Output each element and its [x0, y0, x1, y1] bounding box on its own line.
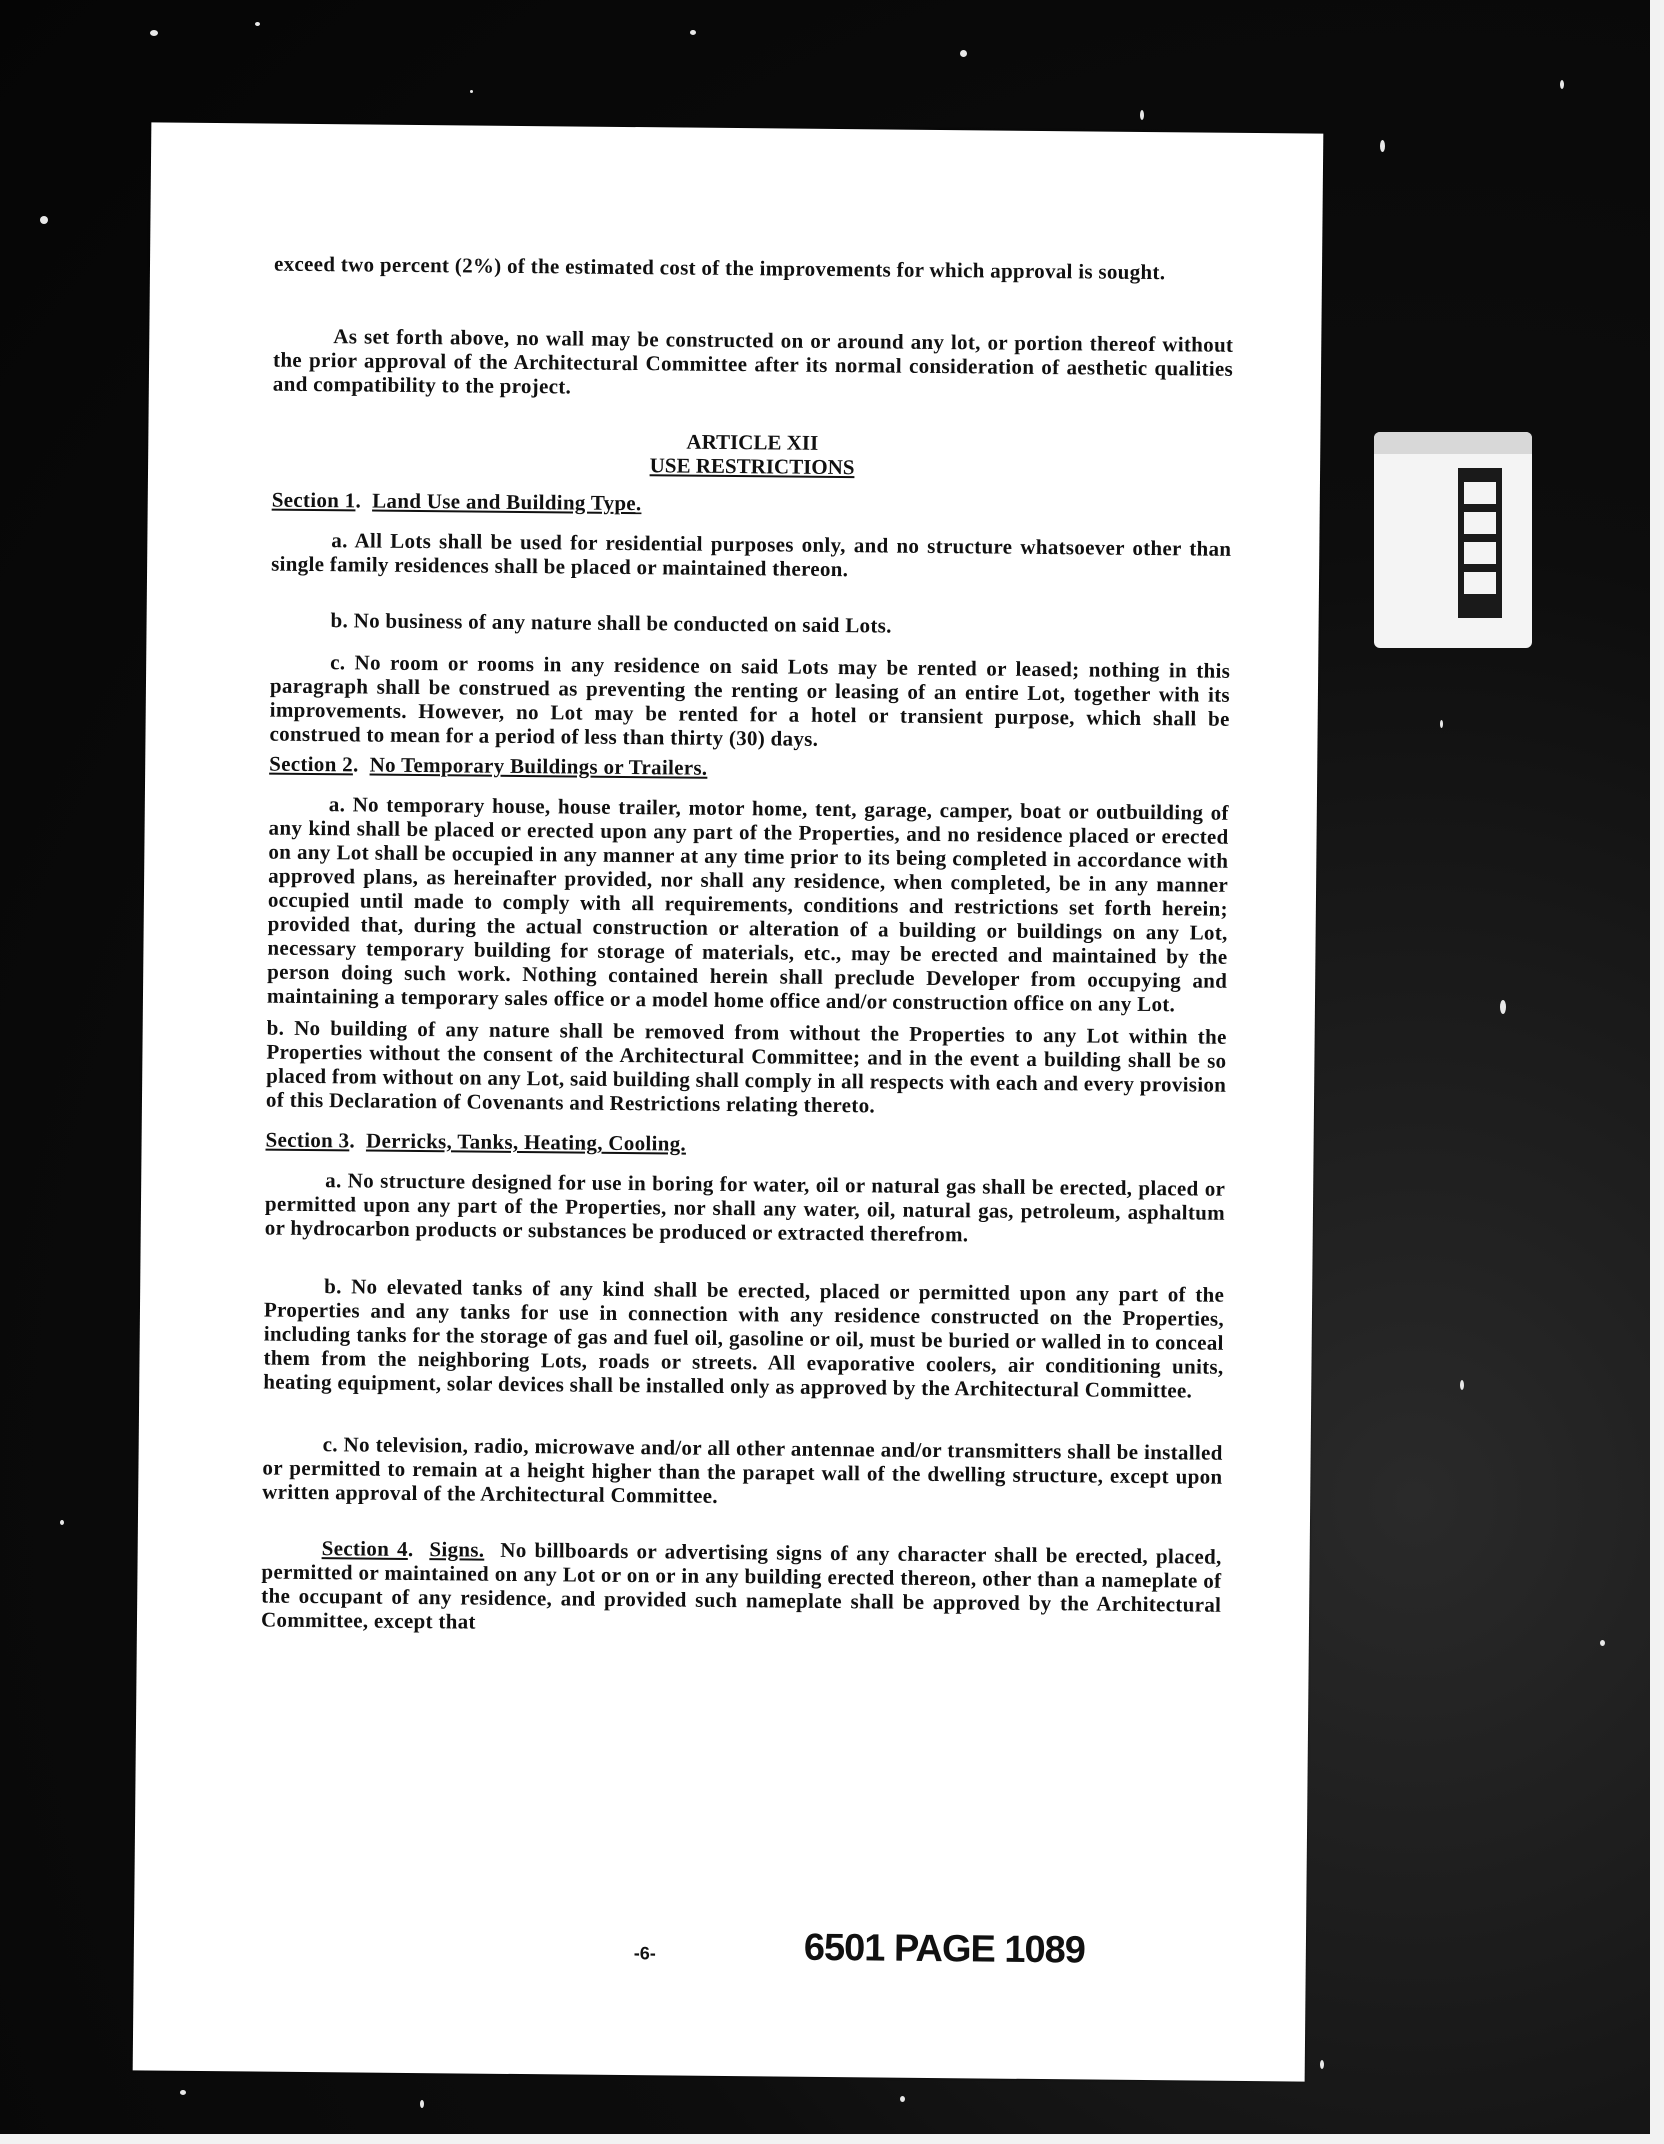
scan-bottom-edge	[0, 2134, 1664, 2144]
section-title: Signs.	[429, 1537, 485, 1562]
section-label: Section 2	[269, 751, 354, 777]
article-number: ARTICLE XII	[686, 429, 819, 455]
section-4-paragraph: Section 4. Signs. No billboards or advertising signs of any character shall be erected, placed, permitted or maintained on any Lot or on or in any building erected thereon, other than a nameplate of the occupant of any residence, and provided such nameplate shall be approved by the Architectural Committee, except that	[260, 1536, 1222, 1634]
section-title: Derricks, Tanks, Heating, Cooling.	[365, 1128, 687, 1156]
evidence-tag-icon	[1374, 432, 1532, 648]
book-page-reference: 6501 PAGE 1089	[803, 1926, 1086, 1972]
continuation-paragraph: exceed two percent (2%) of the estimated cost of the improvements for which approval is sought.	[273, 251, 1166, 285]
article-title: USE RESTRICTIONS	[649, 453, 855, 480]
page-number: -6-	[633, 1943, 656, 1964]
paragraph: b. No elevated tanks of any kind shall be erected, placed or permitted upon any part of the Properties and any tanks for use in connection with any residence constructed on the Properties, including tanks for the storage of gas and fuel oil, gasoline or oil, must be buried or walled in to conceal them from the neighboring Lots, roads or streets. All evaporative coolers, air conditioning units, heating equipment, solar devices shall be installed only as approved by the Architectural Committee.	[263, 1274, 1225, 1403]
paragraph: c. No television, radio, microwave and/or all other antennae and/or transmitters shall be installed or permitted to remain at a height higher than the parapet wall of the dwelling structure, except upon written approval of the Architectural Committee.	[262, 1432, 1223, 1508]
section-title: No Temporary Buildings or Trailers.	[369, 752, 708, 780]
section-heading: Section 3. Derricks, Tanks, Heating, Cooling.	[265, 1127, 687, 1156]
paragraph: b. No business of any nature shall be conducted on said Lots.	[330, 608, 892, 638]
document-page	[133, 122, 1324, 2081]
paragraph: c. No room or rooms in any residence on said Lots may be rented or leased; nothing in this paragraph shall be construed as preventing the renting or leasing of an entire Lot, together with its improvements. However, no Lot may be rented for a hotel or transient purpose, which shall be construed to mean for a period of less than thirty (30) days.	[269, 650, 1231, 751]
section-heading: Section 1. Land Use and Building Type.	[271, 487, 642, 516]
section-label: Section 1	[271, 487, 356, 513]
paragraph: No billboards or advertising signs of any character shall be erected, placed, permitted or maintained on any Lot or on or in any building erected thereon, other than a nameplate of the occupant of any residence, and provided such nameplate shall be approved by the Architectural Committee, except that	[260, 1537, 1222, 1634]
section-label: Section 3	[265, 1127, 350, 1153]
section-label: Section 4	[321, 1536, 409, 1561]
paragraph: a. No temporary house, house trailer, motor home, tent, garage, camper, boat or outbuilding of any kind shall be placed or erected upon any part of the Properties, and no residence placed or erected on any Lot shall be occupied in any manner at any time prior to its being completed in accordance with approved plans, as hereinafter provided, nor shall any residence, when completed, be in any manner occupied until made to comply with all requirements, conditions and restrictions set forth herein; provided that, during the actual construction or alteration of a building or buildings on any Lot, necessary temporary building for storage of materials, etc., may be erected and maintained by the person doing such work. Nothing contained herein shall preclude Developer from occupying and maintaining a temporary sales office or a model home office and/or construction office on any Lot.	[266, 792, 1229, 1017]
paragraph: b. No building of any nature shall be removed from without the Properties to any Lot within the Properties without the consent of the Architectural Committee; and in the event a building shall be so placed from without on any Lot, said building shall comply in all respects with each and every provision of this Declaration of Covenants and Restrictions relating thereto.	[265, 1015, 1227, 1118]
scan-right-edge	[1650, 0, 1664, 2144]
section-title: Land Use and Building Type.	[372, 488, 642, 516]
section-heading: Section 2. No Temporary Buildings or Trailers.	[269, 751, 708, 780]
paragraph: a. No structure designed for use in boring for water, oil or natural gas shall be erected, placed or permitted upon any part of the Properties, nor shall any water, oil, natural gas, petroleum, asphaltum or hydrocarbon products or substances be produced or extracted therefrom.	[264, 1168, 1226, 1247]
paragraph: a. All Lots shall be used for residential purposes only, and no structure whatsoever other than single family residences shall be placed or maintained thereon.	[271, 528, 1232, 582]
wall-paragraph: As set forth above, no wall may be constructed on or around any lot, or portion thereof without the prior approval of the Architectural Committee after its normal consideration of aesthetic qualities and compatibility to the project.	[272, 324, 1234, 399]
